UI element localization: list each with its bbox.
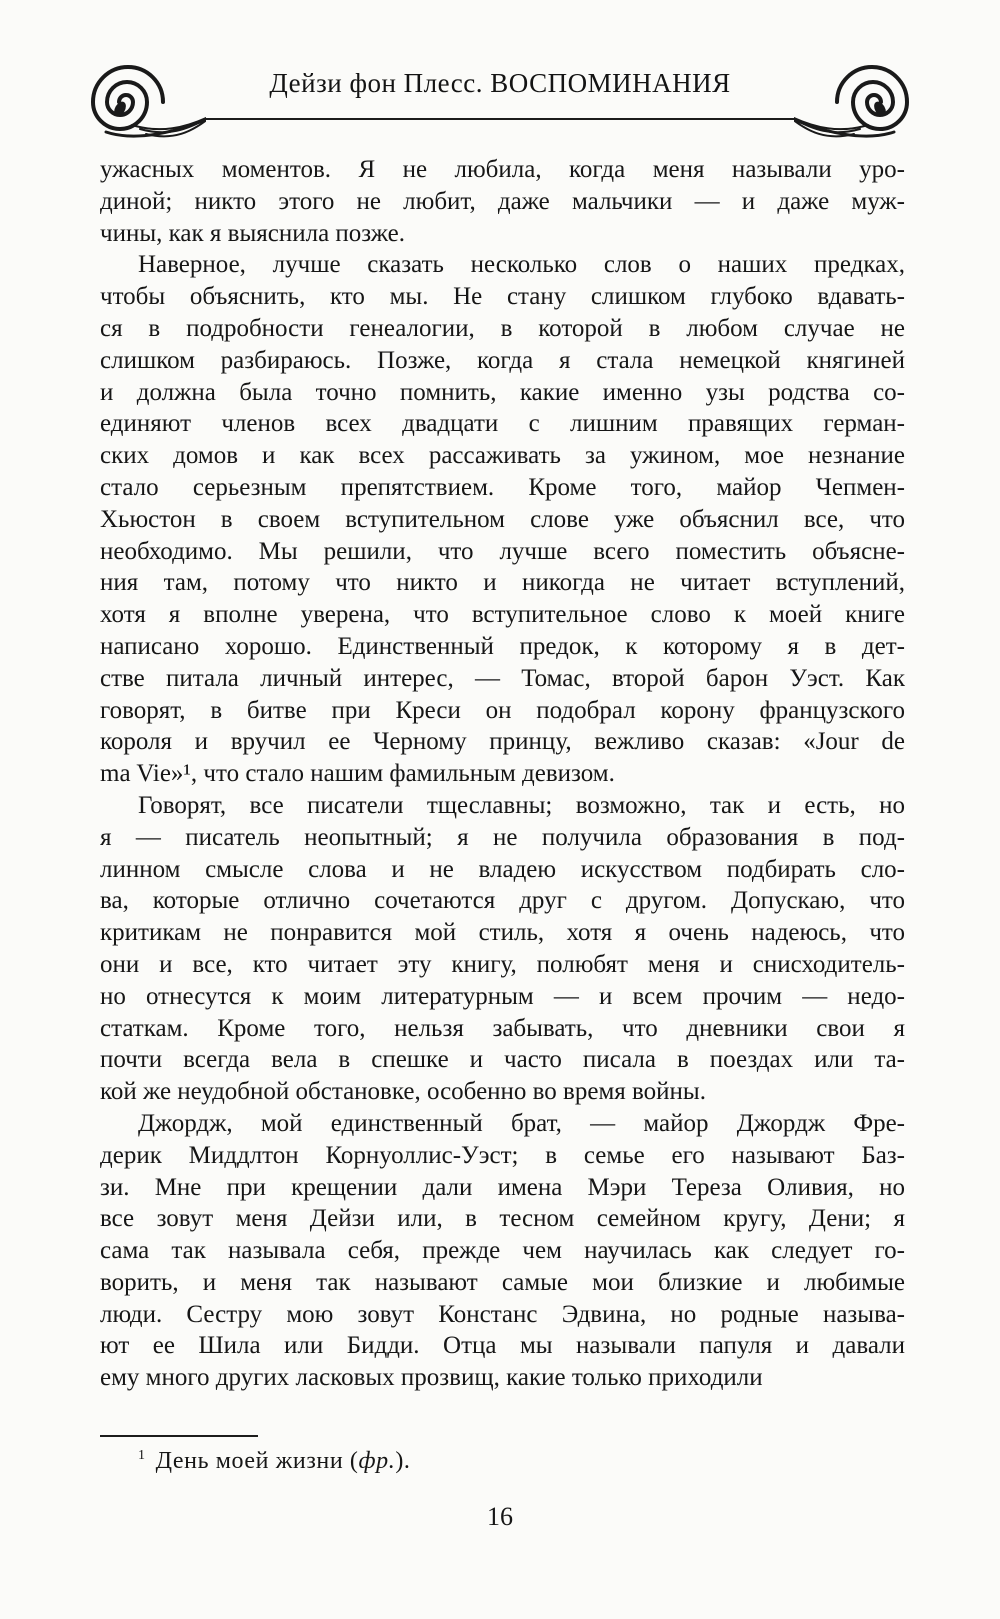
text-line: я — писатель неопытный; я не получила образования в под- [100, 823, 905, 851]
footnote-language-label: фр. [358, 1448, 396, 1475]
text-line: написано хорошо. Единственный предок, к которому я в дет- [100, 632, 905, 660]
footnote-text: День моей жизни ( [155, 1448, 359, 1475]
text-line: ют ее Шила или Бидди. Отца мы называли папуля и давали [100, 1332, 905, 1360]
header-rule [206, 118, 794, 120]
text-line: линном смысле слова и не владею искусством подбирать сло- [100, 855, 905, 883]
text-line: зи. Мне при крещении дали имена Мэри Тереза Оливия, но [100, 1173, 905, 1201]
text-line: ma Vie»¹, что стало нашим фамильным девизом. [100, 760, 615, 788]
page-header [76, 62, 924, 144]
text-line: ему много других ласковых прозвищ, какие только приходили [100, 1364, 763, 1392]
text-line: стве питала личный интерес, — Томас, второй барон Уэст. Как [100, 664, 905, 692]
footnote-marker: 1 [138, 1448, 146, 1464]
text-line: говорят, в битве при Креси он подобрал корону французского [100, 696, 905, 724]
footnote [100, 1448, 905, 1475]
text-line: ния там, потому что никто и никогда не читает вступлений, [100, 569, 905, 597]
text-line: и должна была точно помнить, какие именно узы родства со- [100, 378, 905, 406]
running-title: Дейзи фон Плесс. ВОСПОМИНАНИЯ [269, 68, 731, 98]
text-line: критикам не понравится мой стиль, хотя я очень надеюсь, что [100, 919, 905, 947]
text-line: хотя я вполне уверена, что вступительное слово к моей книге [100, 601, 905, 629]
text-line: чтобы объяснить, кто мы. Не стану слишком глубоко вдавать- [100, 283, 905, 311]
text-line: но отнесутся к моим литературным — и всем прочим — недо- [100, 982, 905, 1010]
text-line: диной; никто этого не любит, даже мальчики — и даже муж- [100, 187, 905, 215]
text-line: все зовут меня Дейзи или, в тесном семейном кругу, Дени; я [100, 1205, 905, 1233]
text-line: Хьюстон в своем вступительном слове уже объяснил все, что [100, 505, 905, 533]
text-line: кой же неудобной обстановке, особенно во время войны. [100, 1078, 706, 1106]
text-line: ворить, и меня так называют самые мои близкие и любимые [100, 1268, 905, 1296]
text-line: чины, как я выяснила позже. [100, 219, 406, 247]
text-line: слишком разбираюсь. Позже, когда я стала немецкой княгиней [100, 346, 905, 374]
text-line: ских домов и как всех рассаживать за ужином, мое незнание [100, 442, 905, 470]
text-line: сама так называла себя, прежде чем научилась как следует го- [100, 1237, 905, 1265]
text-line: короля и вручил ее Черному принцу, вежливо сказав: «Jour de [100, 728, 905, 756]
body-text [100, 154, 905, 1394]
text-line: люди. Сестру мою зовут Констанс Эдвина, но родные называ- [100, 1300, 905, 1328]
footnote-text-end: ). [395, 1448, 411, 1475]
text-line: ся в подробности генеалогии, в которой в любом случае не [100, 314, 905, 342]
text-line: статкам. Кроме того, нельзя забывать, что дневники свои я [100, 1014, 905, 1042]
text-line: единяют членов всех двадцати с лишним правящих герман- [100, 410, 905, 438]
text-line: стало серьезным препятствием. Кроме того, майор Чепмен- [100, 473, 905, 501]
text-line: дерик Миддлтон Корнуоллис-Уэст; в семье его называют Баз- [100, 1141, 905, 1169]
text-line: необходимо. Мы решили, что лучше всего поместить объясне- [100, 537, 905, 565]
text-line: ва, которые отлично сочетаются друг с другом. Допускаю, что [100, 887, 905, 915]
text-line: Говорят, все писатели тщеславны; возможно, так и есть, но [138, 791, 905, 819]
text-line: они и все, кто читает эту книгу, полюбят меня и снисходитель- [100, 950, 905, 978]
text-line: почти всегда вела в спешке и часто писала в поездах или та- [100, 1046, 905, 1074]
text-line: Наверное, лучше сказать несколько слов о наших предках, [138, 251, 905, 279]
text-line: ужасных моментов. Я не любила, когда меня называли уро- [100, 156, 905, 183]
text-line: Джордж, мой единственный брат, — майор Джордж Фре- [138, 1109, 905, 1137]
page-number: 16 [487, 1502, 513, 1532]
footnote-separator [100, 1435, 258, 1437]
